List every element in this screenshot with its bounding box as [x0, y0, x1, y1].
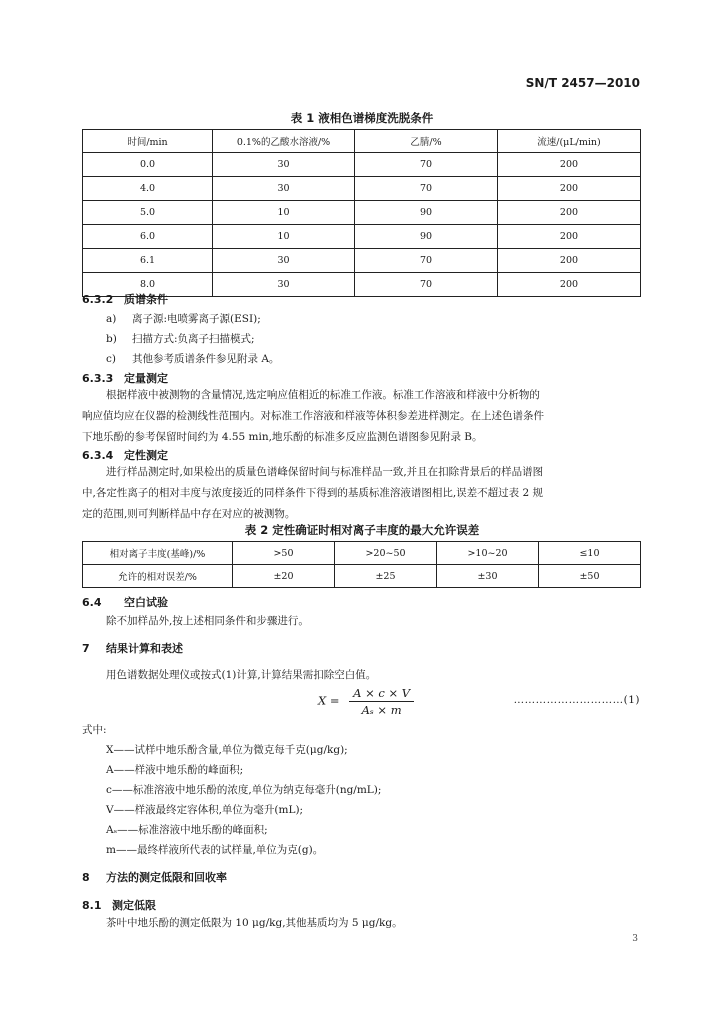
table-cell: >20~50	[335, 542, 437, 565]
table-cell: 200	[498, 273, 641, 297]
table1-caption: 表 1 液相色谱梯度洗脱条件	[290, 111, 434, 125]
section-number: 7	[82, 642, 90, 655]
table-cell: 10	[213, 225, 355, 249]
list-item-label: c)	[106, 353, 116, 365]
section-number: 8.1	[82, 899, 102, 912]
table-cell: 8.0	[83, 273, 213, 297]
section-6-3-3-heading	[82, 370, 168, 386]
table-cell: 70	[355, 273, 498, 297]
list-item-text: 扫描方式:负离子扫描模式;	[132, 333, 255, 345]
definition-line: V——样液最终定容体积,单位为毫升(mL);	[106, 804, 304, 816]
section-6-3-4-heading	[82, 447, 168, 463]
paragraph-line: 下地乐酚的参考保留时间约为 4.55 min,地乐酚的标准多反应监测色谱图参见附录 B。	[82, 431, 483, 443]
table-cell: 70	[355, 177, 498, 201]
section-title: 质谱条件	[124, 293, 168, 306]
formula-numerator: A × c × V	[349, 686, 414, 702]
table-row	[83, 153, 641, 177]
definition-line: m——最终样液所代表的试样量,单位为克(g)。	[106, 844, 324, 856]
table-cell: >50	[233, 542, 335, 565]
table-cell: 5.0	[83, 201, 213, 225]
formula-lhs: X =	[318, 693, 340, 708]
list-item	[106, 331, 255, 346]
table-cell: 30	[213, 249, 355, 273]
table1-header-cell: 乙腈/%	[355, 130, 498, 153]
paragraph-line: 响应值均应在仪器的检测线性范围内。对标准工作溶液和样液等体积参差进样测定。在上述色谱条件	[82, 410, 544, 422]
section-6-3-2-heading	[82, 291, 168, 307]
list-item	[106, 311, 261, 326]
table1	[82, 129, 641, 297]
table-cell: 200	[498, 225, 641, 249]
chapter-7-heading	[82, 640, 183, 656]
formula-denominator: Aₛ × m	[361, 703, 402, 717]
definition-line: c——标准溶液中地乐酚的浓度,单位为纳克每毫升(ng/mL);	[106, 784, 382, 796]
section-number: 6.4	[82, 596, 102, 609]
paragraph-line: 中,各定性离子的相对丰度与浓度接近的同样条件下得到的基质标准溶液谱图相比,误差不超过表 2 规	[82, 487, 544, 499]
table-cell: >10~20	[437, 542, 539, 565]
table-cell: 0.0	[83, 153, 213, 177]
formula	[318, 686, 414, 717]
section-title: 方法的测定低限和回收率	[106, 871, 227, 884]
paragraph-line: 定的范围,则可判断样品中存在对应的被测物。	[82, 508, 296, 520]
section-8-1-heading	[82, 897, 156, 913]
definition-line: A——样液中地乐酚的峰面积;	[106, 764, 244, 776]
table-cell: ±25	[335, 565, 437, 588]
section-title: 定性测定	[124, 449, 168, 462]
section-number: 6.3.4	[82, 449, 114, 462]
section-number: 8	[82, 871, 90, 884]
table-cell: ±50	[539, 565, 641, 588]
table-cell: 200	[498, 153, 641, 177]
table-cell: ±20	[233, 565, 335, 588]
table-cell: 30	[213, 177, 355, 201]
list-item-label: b)	[106, 333, 117, 345]
table-cell: 相对离子丰度(基峰)/%	[83, 542, 233, 565]
section-number: 6.3.2	[82, 293, 114, 306]
table-row	[83, 565, 641, 588]
section-title: 结果计算和表述	[106, 642, 183, 655]
list-item	[106, 351, 279, 366]
paragraph: 除不加样品外,按上述相同条件和步骤进行。	[106, 615, 309, 627]
table-cell: 70	[355, 153, 498, 177]
table2	[82, 541, 641, 588]
table-cell: 200	[498, 177, 641, 201]
where-label: 式中:	[82, 724, 107, 736]
chapter-8-heading	[82, 869, 227, 885]
table-cell: 6.1	[83, 249, 213, 273]
table-row	[83, 542, 641, 565]
table-row	[83, 225, 641, 249]
formula-fraction	[349, 686, 414, 717]
definition-line: X——试样中地乐酚含量,单位为微克每千克(μg/kg);	[106, 744, 348, 756]
definition-line: Aₛ——标准溶液中地乐酚的峰面积;	[106, 824, 268, 836]
table-row	[83, 177, 641, 201]
list-item-text: 其他参考质谱条件参见附录 A。	[132, 353, 280, 365]
table-row	[83, 201, 641, 225]
paragraph-line: 进行样品测定时,如果检出的质量色谱峰保留时间与标准样品一致,并且在扣除背景后的样品谱图	[106, 466, 544, 478]
table-cell: 30	[213, 273, 355, 297]
section-6-4-heading	[82, 594, 168, 610]
table-cell: 90	[355, 201, 498, 225]
list-item-text: 离子源:电喷雾离子源(ESI);	[132, 313, 261, 325]
table-cell: 90	[355, 225, 498, 249]
table-cell: 200	[498, 249, 641, 273]
table1-header-row	[83, 130, 641, 153]
paragraph: 用色谱数据处理仪或按式(1)计算,计算结果需扣除空白值。	[106, 669, 377, 681]
standard-code: SN/T 2457—2010	[525, 76, 640, 90]
table-cell: 70	[355, 249, 498, 273]
table-cell: 4.0	[83, 177, 213, 201]
section-title: 定量测定	[124, 372, 168, 385]
paragraph-line: 根据样液中被测物的含量情况,选定响应值相近的标准工作液。标准工作溶液和样液中分析物的	[106, 389, 540, 401]
table1-header-cell: 流速/(μL/min)	[498, 130, 641, 153]
section-title: 空白试验	[124, 596, 168, 609]
table-cell: 30	[213, 153, 355, 177]
table-cell: 6.0	[83, 225, 213, 249]
table1-header-cell: 时间/min	[83, 130, 213, 153]
list-item-label: a)	[106, 313, 117, 325]
table2-caption: 表 2 定性确证时相对离子丰度的最大允许误差	[244, 523, 480, 537]
table-cell: 10	[213, 201, 355, 225]
section-title: 测定低限	[112, 899, 156, 912]
table-cell: ±30	[437, 565, 539, 588]
table-cell: 200	[498, 201, 641, 225]
table-cell: ≤10	[539, 542, 641, 565]
table-row	[83, 249, 641, 273]
table-cell: 允许的相对误差/%	[83, 565, 233, 588]
page-number: 3	[632, 934, 638, 944]
equation-number: …………………………(1)	[513, 694, 640, 706]
paragraph: 茶叶中地乐酚的测定低限为 10 μg/kg,其他基质均为 5 μg/kg。	[106, 917, 403, 929]
section-number: 6.3.3	[82, 372, 114, 385]
table1-header-cell: 0.1%的乙酸水溶液/%	[213, 130, 355, 153]
